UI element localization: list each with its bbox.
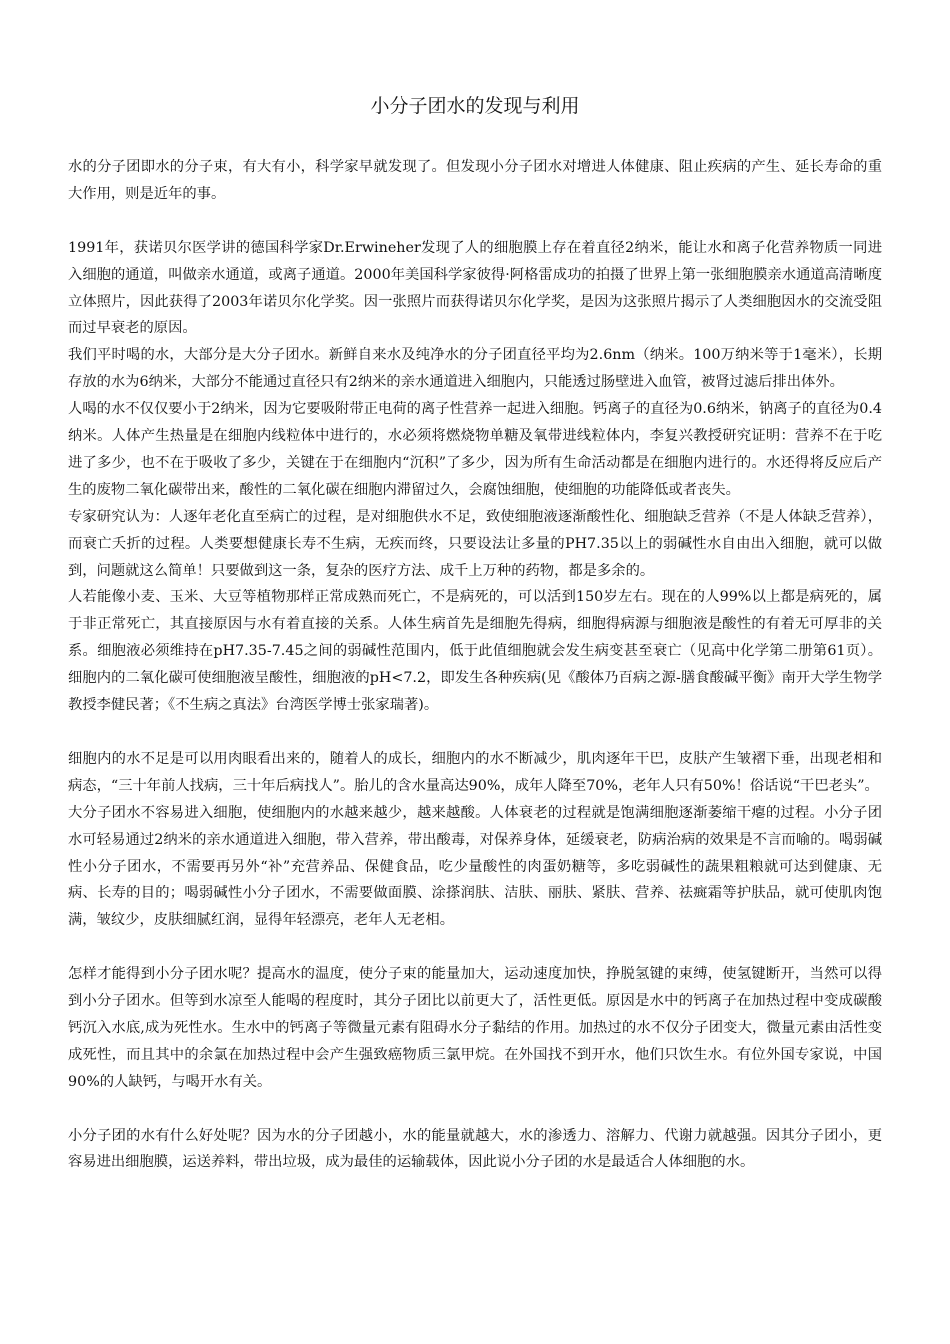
paragraph: 细胞内的水不足是可以用肉眼看出来的，随着人的成长，细胞内的水不断减少，肌肉逐年干巴，皮肤产生皱褶下垂，出现老相和病态，“三十年前人找病，三十年后病找人”。胎儿的含水量高达90%，成年人降至70%，老年人只有50%！俗话说“干巴老头”。	[68, 750, 882, 794]
paragraph: 大分子团水不容易进入细胞，使细胞内的水越来越少，越来越酸。人体衰老的过程就是饱满细胞逐渐萎缩干瘪的过程。小分子团水可轻易通过2纳米的亲水通道进入细胞，带入营养，带出酸毒，对保养身体，延缓衰老，防病治病的效果是不言而喻的。喝弱碱性小分子团水，不需要再另外“补”充营养品、保健食品，吃少量酸性的肉蛋奶糖等，多吃弱碱性的蔬果粗粮就可达到健康、无病、长寿的目的；喝弱碱性小分子团水，不需要做面膜、涂搽润肤、洁肤、丽肤、紧肤、营养、祛癍霜等护肤品，就可使肌肉饱满，皱纹少，皮肤细腻红润，显得年轻漂亮，老年人无老相。	[68, 804, 882, 929]
paragraph: 我们平时喝的水，大部分是大分子团水。新鲜自来水及纯净水的分子团直径平均为2.6nm（纳米。100万纳米等于1毫米），长期存放的水为6纳米，大部分不能通过直径只有2纳米的亲水通道进入细胞内，只能透过肠壁进入血管，被肾过滤后排出体外。	[68, 347, 882, 391]
paragraph: 专家研究认为：人逐年老化直至病亡的过程，是对细胞供水不足，致使细胞液逐渐酸性化、细胞缺乏营养（不是人体缺乏营养），而衰亡夭折的过程。人类要想健康长寿不生病，无疾而终，只要设法让多量的PH7.35以上的弱碱性水自由出入细胞，就可以做到，问题就这么简单！只要做到这一条，复杂的医疗方法、成千上万种的药物，都是多余的。	[68, 508, 882, 579]
document-title: 小分子团水的发现与利用	[370, 95, 580, 117]
paragraph: 人若能像小麦、玉米、大豆等植物那样正常成熟而死亡，不是病死的，可以活到150岁左右。现在的人99%以上都是病死的，属于非正常死亡，其直接原因与水有着直接的关系。人体生病首先是细胞先得病，细胞得病源与细胞液是酸性的有着无可厚非的关系。细胞液必须维持在pH7.35-7.45之间的弱碱性范围内，低于此值细胞就会发生病变甚至衰亡（见高中化学第二册第61页）。细胞内的二氧化碳可使细胞液呈酸性，细胞液的pH<7.2，即发生各种疾病(见《酸体乃百病之源-膳食酸碱平衡》南开大学生物学教授李健民著；《不生病之真法》台湾医学博士张家瑞著)。	[68, 589, 882, 714]
paragraph: 人喝的水不仅仅要小于2纳米，因为它要吸附带正电荷的离子性营养一起进入细胞。钙离子的直径为0.6纳米，钠离子的直径为0.4纳米。人体产生热量是在细胞内线粒体中进行的，水必须将燃烧物单糖及氧带进线粒体内，李复兴教授研究证明：营养不在于吃进了多少，也不在于吸收了多少，关键在于在细胞内“沉积”了多少，因为所有生命活动都是在细胞内进行的。水还得将反应后产生的废物二氧化碳带出来，酸性的二氧化碳在细胞内滞留过久，会腐蚀细胞，使细胞的功能降低或者丧失。	[68, 401, 882, 498]
paragraph: 水的分子团即水的分子束，有大有小，科学家早就发现了。但发现小分子团水对增进人体健康、阻止疾病的产生、延长寿命的重大作用，则是近年的事。	[68, 159, 882, 202]
paragraph: 怎样才能得到小分子团水呢？提高水的温度，使分子束的能量加大，运动速度加快，挣脱氢键的束缚，使氢键断开，当然可以得到小分子团水。但等到水凉至人能喝的程度时，其分子团比以前更大了，活性更低。原因是水中的钙离子在加热过程中变成碳酸钙沉入水底,成为死性水。生水中的钙离子等微量元素有阻碍水分子黏结的作用。加热过的水不仅分子团变大，微量元素由活性变成死性，而且其中的余氯在加热过程中会产生强致癌物质三氯甲烷。在外国找不到开水，他们只饮生水。有位外国专家说，中国90%的人缺钙，与喝开水有关。	[68, 966, 882, 1090]
paragraph: 1991年，获诺贝尔医学讲的德国科学家Dr.Erwineher发现了人的细胞膜上存在着直径2纳米，能让水和离子化营养物质一同进入细胞的通道，叫做亲水通道，或离子通道。2000年美国科学家彼得·阿格雷成功的拍摄了世界上第一张细胞膜亲水通道高清晰度立体照片，因此获得了2003年诺贝尔化学奖。因一张照片而获得诺贝尔化学奖，是因为这张照片揭示了人类细胞因水的交流受阻而过早衰老的原因。	[68, 239, 882, 337]
document-body	[68, 154, 882, 1176]
paragraph: 小分子团的水有什么好处呢？因为水的分子团越小，水的能量就越大，水的渗透力、溶解力、代谢力就越强。因其分子团小，更容易进出细胞膜，运送养料，带出垃圾，成为最佳的运输载体，因此说小分子团的水是最适合人体细胞的水。	[68, 1127, 882, 1171]
